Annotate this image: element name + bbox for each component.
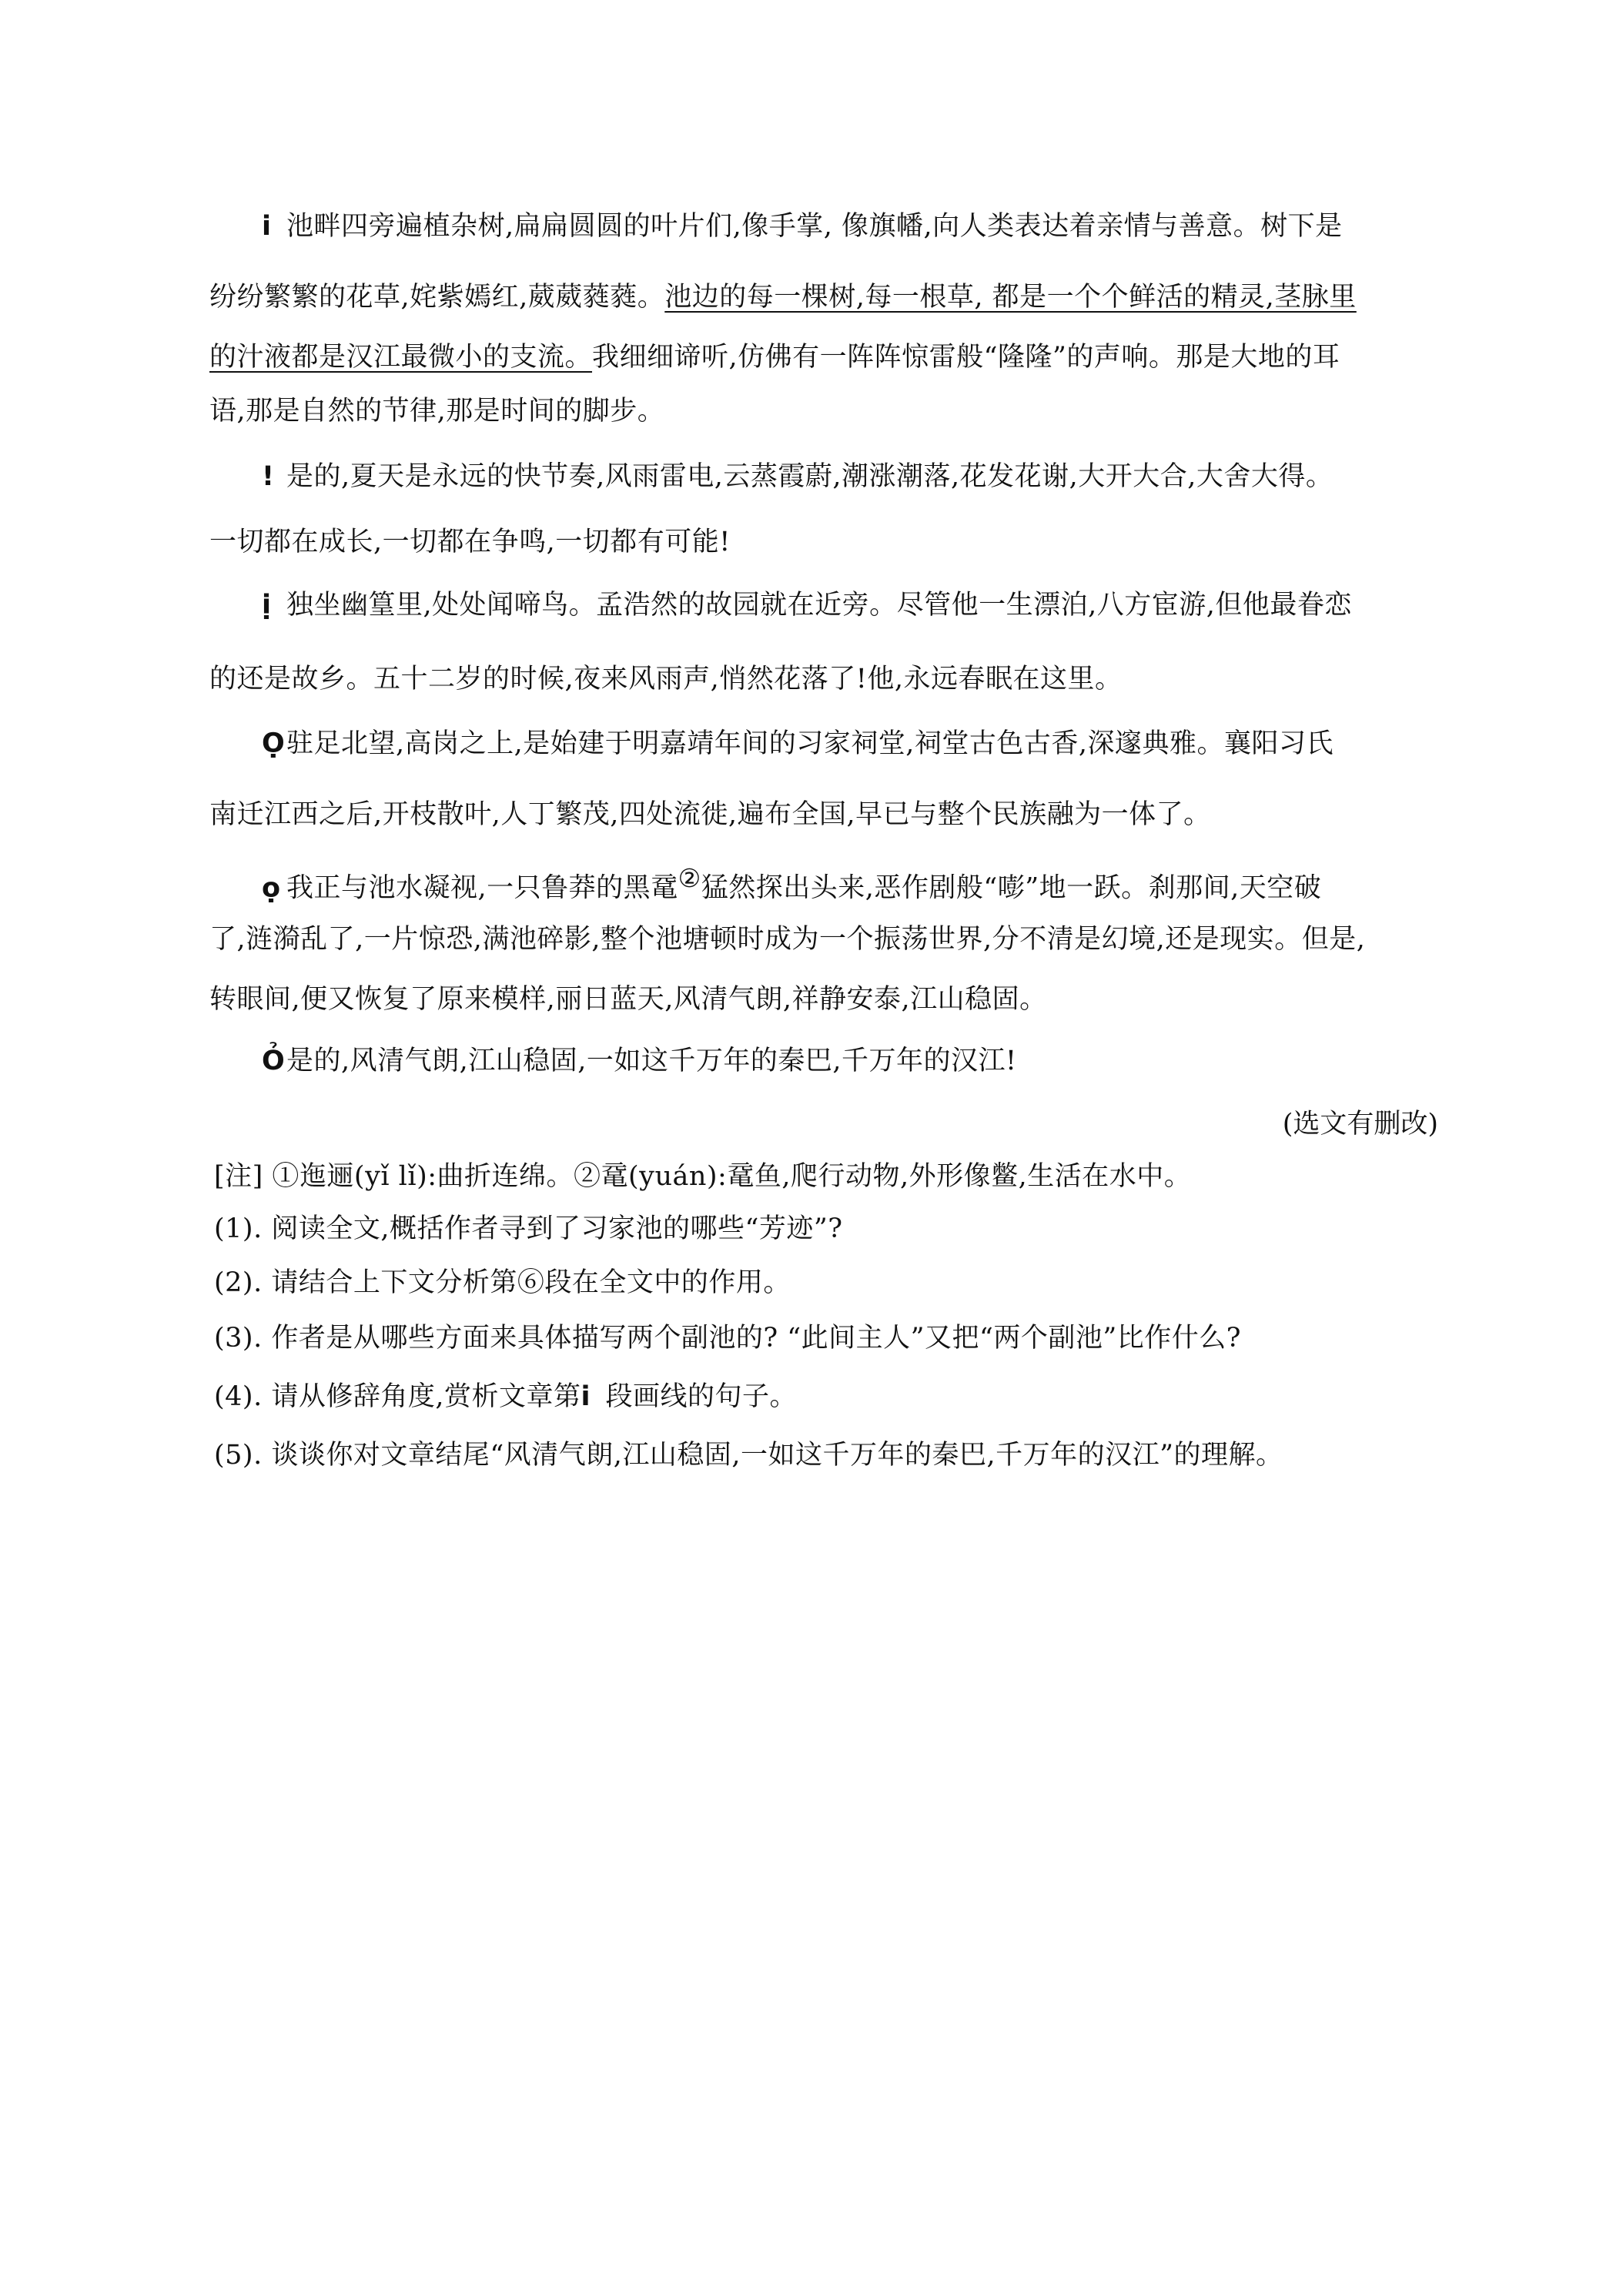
paragraph-marker: ị [262, 590, 272, 621]
question-number: (3) [214, 1323, 254, 1354]
text-span: 我细细谛听,仿佛有一阵阵惊雷般“隆隆”的声响。那是大地的耳 [592, 342, 1340, 373]
text-span: 南迁江西之后,开枝散叶,人丁繁茂,四处流徙,遍布全国,早已与整个民族融为一体了。 [209, 799, 1211, 830]
text-span: 语,那是自然的节律,那是时间的脚步。 [209, 396, 665, 427]
paragraph-5-line-2 [209, 279, 1357, 316]
paragraph-marker: ⅰ [581, 1381, 591, 1412]
underlined-sentence: 池边的每一棵树,每一根草, 都是一个个鲜活的精灵,茎脉里 [664, 282, 1357, 313]
text-span: 独坐幽篁里,处处闻啼鸟。孟浩然的故园就在近旁。尽管他一生漂泊,八方宦游,但他最眷恋 [286, 590, 1352, 621]
footnote-ref: ② [678, 863, 701, 893]
paragraph-marker: Ọ [262, 728, 286, 759]
text-span: 转眼间,便又恢复了原来模样,丽日蓝天,风清气朗,祥静安泰,江山稳固。 [209, 984, 1047, 1015]
question-text: . 阅读全文,概括作者寻到了习家池的哪些“芳迹”? [253, 1213, 843, 1244]
question-number: (4) [214, 1381, 254, 1412]
paragraph-marker: ! [262, 461, 275, 492]
question-5 [214, 1437, 1283, 1474]
paragraph-marker: ⅰ [262, 211, 272, 242]
paragraph-5-line-3 [209, 339, 1340, 376]
question-number: (2) [214, 1267, 254, 1298]
paragraph-9-line-1 [262, 860, 1321, 907]
question-2 [214, 1264, 791, 1301]
question-text: . 请从修辞角度,赏析文章第 [253, 1381, 581, 1412]
question-number: (1) [214, 1213, 254, 1244]
underlined-sentence: 的汁液都是汉江最微小的支流。 [209, 342, 593, 373]
paragraph-marker: ọ [262, 872, 281, 904]
paragraph-9-line-2 [209, 921, 1365, 958]
paragraph-6-line-2 [209, 524, 731, 561]
question-number: (5) [214, 1440, 254, 1471]
question-4 [214, 1378, 797, 1415]
question-text: 段画线的句子。 [605, 1381, 797, 1412]
text-span: 是的,风清气朗,江山稳固,一如这千万年的秦巴,千万年的汉江! [286, 1046, 1017, 1076]
text-span: 纷纷繁繁的花草,姹紫嫣红,葳葳蕤蕤。 [209, 282, 665, 313]
text-span: 我正与池水凝视,一只鲁莽的黑鼋 [286, 872, 678, 904]
paragraph-5-line-4 [209, 393, 664, 430]
paragraph-8-line-1 [262, 725, 1334, 762]
text-span: 驻足北望,高岗之上,是始建于明嘉靖年间的习家祠堂,祠堂古色古香,深邃典雅。襄阳习氏 [286, 728, 1334, 759]
paragraph-6-line-1 [262, 458, 1333, 495]
paragraph-5-line-1 [262, 208, 1343, 245]
text-span: 是的,夏天是永远的快节奏,风雨雷电,云蒸霞蔚,潮涨潮落,花发花谢,大开大合,大舍大得。 [286, 461, 1334, 492]
question-text: . 请结合上下文分析第⑥段在全文中的作用。 [253, 1267, 791, 1298]
question-1 [214, 1210, 843, 1247]
text-span: 的还是故乡。五十二岁的时候,夜来风雨声,悄然花落了!他,永远春眠在这里。 [209, 664, 1123, 694]
text-span: 一切都在成长,一切都在争鸣,一切都有可能! [209, 527, 731, 557]
question-text: . 谈谈你对文章结尾“风清气朗,江山稳固,一如这千万年的秦巴,千万年的汉江”的理解。 [253, 1440, 1283, 1471]
text-span: 猛然探出头来,恶作剧般“嘭”地一跃。刹那间,天空破 [701, 872, 1322, 904]
paragraph-7-line-2 [209, 661, 1122, 698]
paragraph-8-line-2 [209, 796, 1211, 833]
source-note: (选文有删改) [1282, 1109, 1438, 1140]
question-3 [214, 1320, 1241, 1357]
paragraph-7-line-1 [262, 587, 1352, 624]
paragraph-marker: Ỏ [262, 1046, 286, 1076]
paragraph-9-line-3 [209, 981, 1047, 1018]
text-span: 了,涟漪乱了,一片惊恐,满池碎影,整个池塘顿时成为一个振荡世界,分不清是幻境,还是现实。但是, [209, 924, 1366, 955]
annotation-note: [注] ①迤逦(yǐ lǐ):曲折连绵。②鼋(yuán):鼋鱼,爬行动物,外形像鳖,生活在水中。 [214, 1161, 1192, 1192]
text-span: 池畔四旁遍植杂树,扁扁圆圆的叶片们,像手掌, 像旗幡,向人类表达着亲情与善意。树下是 [286, 211, 1343, 242]
question-text: . 作者是从哪些方面来具体描写两个副池的? “此间主人”又把“两个副池”比作什么? [253, 1323, 1242, 1354]
paragraph-10-line-1 [262, 1043, 1017, 1079]
